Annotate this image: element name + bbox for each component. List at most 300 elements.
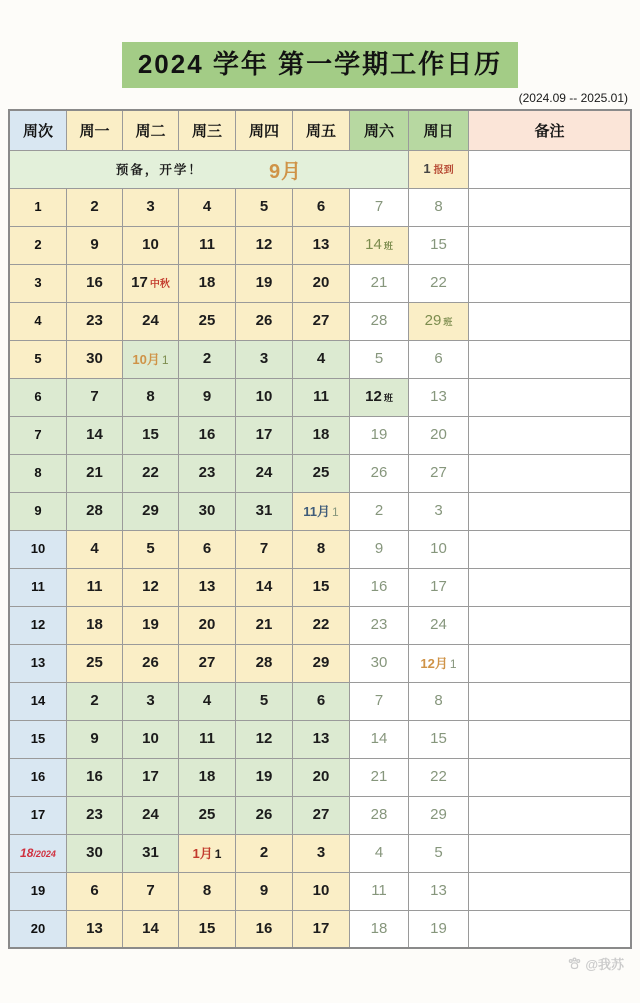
day-number: 18 bbox=[86, 616, 103, 634]
day-cell bbox=[123, 226, 179, 264]
day-cell bbox=[409, 758, 469, 796]
day-number: 5 bbox=[146, 540, 155, 558]
day-cell bbox=[409, 378, 469, 416]
day-cell bbox=[67, 302, 123, 340]
day-cell bbox=[67, 416, 123, 454]
day-cell bbox=[236, 720, 293, 758]
day-number: 13 bbox=[198, 578, 216, 596]
day-cell bbox=[179, 682, 236, 720]
day-number: 14 bbox=[86, 426, 103, 444]
day-number: 14 bbox=[142, 920, 159, 938]
day-number: 11 bbox=[313, 388, 329, 406]
day-cell bbox=[123, 302, 179, 340]
day-number: 22 bbox=[142, 464, 159, 482]
day-cell bbox=[293, 340, 350, 378]
day-number: 4 bbox=[316, 350, 326, 368]
day-cell bbox=[67, 872, 123, 910]
day-cell bbox=[123, 606, 179, 644]
day-number: 13 bbox=[430, 388, 447, 406]
day-cell bbox=[350, 644, 409, 682]
day-number: 27 bbox=[312, 806, 330, 824]
week-number-cell bbox=[9, 188, 67, 226]
day-cell bbox=[409, 530, 469, 568]
day-number: 27 bbox=[312, 312, 330, 330]
day-cell bbox=[293, 302, 350, 340]
day-cell bbox=[350, 530, 409, 568]
day-number: 19 bbox=[255, 768, 273, 786]
day-number: 7 bbox=[374, 692, 384, 710]
week-number-cell bbox=[9, 568, 67, 606]
day-number: 3 bbox=[146, 198, 155, 216]
day-cell bbox=[293, 758, 350, 796]
september-1-registration-cell bbox=[409, 150, 469, 188]
day-cell bbox=[179, 606, 236, 644]
week-number: 12 bbox=[30, 617, 46, 633]
week-number: 4 bbox=[34, 313, 42, 329]
day-cell bbox=[293, 568, 350, 606]
day-cell bbox=[67, 264, 123, 302]
day-number: 29 bbox=[142, 502, 159, 520]
day-cell bbox=[123, 644, 179, 682]
day-number: 9 bbox=[374, 540, 384, 558]
day-cell bbox=[123, 758, 179, 796]
day-cell bbox=[179, 264, 236, 302]
day-cell bbox=[236, 910, 293, 948]
day-number: 27 bbox=[198, 654, 216, 672]
day-cell bbox=[123, 872, 179, 910]
day-cell bbox=[350, 872, 409, 910]
day-number: 15 bbox=[430, 236, 447, 254]
day-number: 17 bbox=[430, 578, 447, 596]
week-number-cell bbox=[9, 492, 67, 530]
remark-cell bbox=[469, 758, 632, 796]
day-number: 25 bbox=[198, 806, 216, 824]
day-number: 17 bbox=[255, 426, 273, 444]
day-number: 2 bbox=[202, 350, 212, 368]
day-number: 28 bbox=[370, 806, 388, 824]
day-number: 16 bbox=[198, 426, 216, 444]
month-start-label: 11月 bbox=[303, 504, 331, 520]
day-cell bbox=[236, 302, 293, 340]
day-number: 18 bbox=[312, 426, 330, 444]
week-number: 3 bbox=[34, 275, 42, 291]
day-cell bbox=[123, 834, 179, 872]
day-number: 17 bbox=[142, 768, 159, 786]
day-number: 9 bbox=[90, 236, 99, 254]
day-cell bbox=[123, 720, 179, 758]
day-number: 3 bbox=[259, 350, 269, 368]
day-cell bbox=[236, 264, 293, 302]
day-cell bbox=[350, 834, 409, 872]
day-number: 6 bbox=[434, 350, 443, 368]
remark-cell bbox=[469, 416, 632, 454]
day-cell bbox=[236, 872, 293, 910]
week-number: 17 bbox=[30, 807, 46, 823]
week-number-cell bbox=[9, 682, 67, 720]
week-row-1 bbox=[9, 188, 631, 226]
day-number: 22 bbox=[430, 274, 447, 292]
day-cell bbox=[236, 606, 293, 644]
day-number: 26 bbox=[255, 806, 273, 824]
day-number: 26 bbox=[142, 654, 159, 672]
day-number: 20 bbox=[312, 274, 330, 292]
day-number: 30 bbox=[86, 350, 103, 368]
day-number: 2 bbox=[90, 692, 99, 710]
registration-note: 报到 bbox=[433, 165, 454, 177]
week-number-cell bbox=[9, 758, 67, 796]
day-cell bbox=[293, 910, 350, 948]
month-start-label: 1月 bbox=[192, 846, 213, 862]
week-number: 19 bbox=[30, 883, 46, 899]
day-cell bbox=[350, 720, 409, 758]
day-cell bbox=[409, 682, 469, 720]
week-number-cell bbox=[9, 796, 67, 834]
day-number: 17 bbox=[312, 920, 330, 938]
week-number-cell bbox=[9, 910, 67, 948]
day-number: 8 bbox=[434, 198, 443, 216]
day-cell bbox=[236, 454, 293, 492]
week-number-cell bbox=[9, 720, 67, 758]
column-header-7: 周六 bbox=[350, 110, 409, 151]
day-cell bbox=[293, 796, 350, 834]
day-cell bbox=[350, 492, 409, 530]
day-cell bbox=[123, 188, 179, 226]
day-number: 12 bbox=[142, 578, 159, 596]
day-cell bbox=[179, 720, 236, 758]
day-cell bbox=[350, 302, 409, 340]
week-row-16 bbox=[9, 758, 631, 796]
day-number: 15 bbox=[198, 920, 216, 938]
september-month-row bbox=[9, 150, 631, 188]
day-cell bbox=[67, 834, 123, 872]
day-number: 15 bbox=[142, 426, 159, 444]
day-cell bbox=[123, 492, 179, 530]
week-row-18 bbox=[9, 834, 631, 872]
day-number: 25 bbox=[198, 312, 216, 330]
day-cell bbox=[293, 492, 350, 530]
day-note: 班 bbox=[383, 393, 393, 404]
day-cell bbox=[179, 530, 236, 568]
day-number: 6 bbox=[316, 692, 326, 710]
remark-cell bbox=[469, 910, 632, 948]
column-header-9: 备注 bbox=[469, 110, 632, 151]
day-number: 8 bbox=[434, 692, 443, 710]
day-cell bbox=[179, 340, 236, 378]
day-cell bbox=[409, 264, 469, 302]
day-cell bbox=[179, 188, 236, 226]
day-cell bbox=[350, 758, 409, 796]
week-number-cell bbox=[9, 834, 67, 872]
day-number: 26 bbox=[370, 464, 388, 482]
day-cell bbox=[179, 492, 236, 530]
day-cell bbox=[123, 530, 179, 568]
day-cell bbox=[67, 530, 123, 568]
day-cell bbox=[236, 758, 293, 796]
remark-cell bbox=[469, 606, 632, 644]
day-number: 20 bbox=[198, 616, 216, 634]
day-cell bbox=[67, 226, 123, 264]
day-number: 23 bbox=[86, 312, 103, 330]
week-number: 1 bbox=[34, 199, 42, 215]
day-number: 2 bbox=[259, 844, 269, 862]
day-cell bbox=[236, 796, 293, 834]
week-row-5 bbox=[9, 340, 631, 378]
day-cell bbox=[293, 416, 350, 454]
date-range: (2024.09 -- 2025.01) bbox=[518, 90, 628, 105]
day-cell bbox=[123, 416, 179, 454]
day-note: 中秋 bbox=[149, 279, 170, 291]
day-number: 19 bbox=[255, 274, 273, 292]
week-number-cell bbox=[9, 340, 67, 378]
day-cell bbox=[409, 416, 469, 454]
day-cell bbox=[67, 720, 123, 758]
day-number: 11 bbox=[199, 236, 215, 254]
remark-cell bbox=[469, 682, 632, 720]
day-cell bbox=[409, 226, 469, 264]
week-row-17 bbox=[9, 796, 631, 834]
week-number-year: /2024 bbox=[33, 849, 56, 860]
day-number: 1 bbox=[449, 657, 457, 672]
week-row-15 bbox=[9, 720, 631, 758]
remark-cell bbox=[469, 796, 632, 834]
month-start-label: 12月 bbox=[420, 656, 448, 672]
week-number-cell bbox=[9, 530, 67, 568]
remark-cell bbox=[469, 454, 632, 492]
remark-cell bbox=[469, 264, 632, 302]
month-start-label: 10月 bbox=[132, 352, 160, 368]
day-cell bbox=[123, 910, 179, 948]
week-number: 18/2024 bbox=[20, 846, 56, 861]
page-title: 2024 学年 第一学期工作日历 bbox=[122, 42, 518, 88]
day-cell bbox=[236, 568, 293, 606]
day-number: 16 bbox=[86, 274, 103, 292]
day-number: 28 bbox=[370, 312, 388, 330]
day-cell bbox=[350, 340, 409, 378]
day-cell bbox=[179, 416, 236, 454]
day-cell bbox=[67, 758, 123, 796]
day-number: 16 bbox=[370, 578, 388, 596]
day-cell bbox=[409, 644, 469, 682]
day-number: 5 bbox=[374, 350, 384, 368]
day-cell bbox=[293, 834, 350, 872]
week-number: 13 bbox=[30, 655, 46, 671]
day-cell bbox=[179, 378, 236, 416]
column-header-1: 周次 bbox=[9, 110, 67, 151]
day-number: 30 bbox=[198, 502, 216, 520]
day-cell bbox=[67, 188, 123, 226]
day-number: 16 bbox=[255, 920, 273, 938]
day-number: 10 bbox=[142, 236, 159, 254]
day-cell bbox=[236, 340, 293, 378]
day-cell bbox=[350, 568, 409, 606]
day-number: 12 bbox=[255, 730, 273, 748]
day-number: 16 bbox=[86, 768, 103, 786]
week-row-2 bbox=[9, 226, 631, 264]
week-row-9 bbox=[9, 492, 631, 530]
day-number: 30 bbox=[86, 844, 103, 862]
day-cell bbox=[293, 226, 350, 264]
day-cell bbox=[67, 910, 123, 948]
day-number: 18 bbox=[198, 768, 216, 786]
day-number: 12 bbox=[255, 236, 273, 254]
day-cell bbox=[179, 758, 236, 796]
day-cell bbox=[293, 188, 350, 226]
week-number: 6 bbox=[34, 389, 42, 405]
day-cell bbox=[409, 454, 469, 492]
day-number: 29 bbox=[312, 654, 330, 672]
day-cell bbox=[409, 568, 469, 606]
column-header-8: 周日 bbox=[409, 110, 469, 151]
day-cell bbox=[67, 568, 123, 606]
day-cell bbox=[293, 644, 350, 682]
day-cell bbox=[350, 910, 409, 948]
september-note: 预备，开学！ bbox=[115, 163, 203, 178]
day-number: 19 bbox=[370, 426, 388, 444]
day-cell bbox=[350, 796, 409, 834]
day-cell bbox=[409, 492, 469, 530]
header-row bbox=[9, 110, 631, 151]
september-month-label: 9月 bbox=[268, 160, 303, 183]
day-number: 20 bbox=[312, 768, 330, 786]
day-number: 22 bbox=[430, 768, 447, 786]
day-cell bbox=[236, 492, 293, 530]
day-cell bbox=[236, 530, 293, 568]
day-number: 13 bbox=[312, 730, 330, 748]
day-cell bbox=[409, 834, 469, 872]
day-cell bbox=[293, 264, 350, 302]
day-number: 4 bbox=[90, 540, 99, 558]
day-note: 班 bbox=[443, 317, 453, 328]
day-number: 4 bbox=[202, 692, 212, 710]
column-header-4: 周三 bbox=[179, 110, 236, 151]
day-number: 14 bbox=[370, 730, 388, 748]
september-banner bbox=[9, 150, 409, 188]
day-number: 7 bbox=[259, 540, 269, 558]
remark-cell bbox=[469, 188, 632, 226]
week-number: 10 bbox=[30, 541, 46, 557]
day-number: 21 bbox=[370, 768, 388, 786]
day-number: 29 bbox=[424, 312, 442, 330]
day-cell bbox=[67, 796, 123, 834]
day-number: 26 bbox=[255, 312, 273, 330]
day-number: 28 bbox=[255, 654, 273, 672]
day-number: 29 bbox=[430, 806, 447, 824]
day-number: 1 bbox=[161, 353, 169, 368]
day-number: 9 bbox=[259, 882, 269, 900]
day-cell bbox=[236, 226, 293, 264]
day-number: 31 bbox=[255, 502, 273, 520]
week-number: 2 bbox=[34, 237, 42, 253]
day-number: 27 bbox=[430, 464, 447, 482]
day-number: 24 bbox=[142, 806, 159, 824]
day-number: 2 bbox=[90, 198, 99, 216]
remark-cell bbox=[469, 568, 632, 606]
day-cell bbox=[123, 454, 179, 492]
day-number: 23 bbox=[198, 464, 216, 482]
day-number: 17 bbox=[131, 274, 148, 292]
day-cell bbox=[123, 378, 179, 416]
day-number: 10 bbox=[142, 730, 159, 748]
day-number: 8 bbox=[316, 540, 326, 558]
day-number: 21 bbox=[370, 274, 388, 292]
day-cell bbox=[67, 492, 123, 530]
day-cell bbox=[350, 264, 409, 302]
day-cell bbox=[179, 910, 236, 948]
day-cell bbox=[350, 226, 409, 264]
week-number-cell bbox=[9, 302, 67, 340]
day-number: 9 bbox=[90, 730, 99, 748]
column-header-3: 周二 bbox=[123, 110, 179, 151]
day-cell bbox=[350, 416, 409, 454]
day-cell bbox=[179, 644, 236, 682]
week-number-cell bbox=[9, 264, 67, 302]
week-number: 9 bbox=[34, 503, 42, 519]
remark-cell bbox=[469, 834, 632, 872]
week-row-3 bbox=[9, 264, 631, 302]
day-number: 6 bbox=[316, 198, 326, 216]
day-number: 19 bbox=[142, 616, 159, 634]
day-number: 18 bbox=[198, 274, 216, 292]
day-cell bbox=[123, 682, 179, 720]
day-number: 19 bbox=[430, 920, 447, 938]
week-number: 16 bbox=[30, 769, 46, 785]
day-cell bbox=[350, 188, 409, 226]
remark-cell bbox=[469, 492, 632, 530]
day-number: 4 bbox=[374, 844, 384, 862]
week-row-19 bbox=[9, 872, 631, 910]
day-number: 3 bbox=[146, 692, 155, 710]
day-cell bbox=[409, 796, 469, 834]
remark-cell bbox=[469, 644, 632, 682]
remark-cell bbox=[469, 150, 632, 188]
day-number: 22 bbox=[312, 616, 330, 634]
day-number: 7 bbox=[146, 882, 155, 900]
remark-cell bbox=[469, 226, 632, 264]
day-number: 10 bbox=[430, 540, 447, 558]
day-number: 1 bbox=[423, 161, 431, 177]
day-number: 2 bbox=[374, 502, 384, 520]
day-cell bbox=[67, 606, 123, 644]
day-cell bbox=[236, 834, 293, 872]
day-number: 13 bbox=[86, 920, 103, 938]
day-cell bbox=[409, 606, 469, 644]
day-number: 15 bbox=[430, 730, 447, 748]
day-number: 24 bbox=[255, 464, 273, 482]
day-number: 21 bbox=[255, 616, 273, 634]
week-row-14 bbox=[9, 682, 631, 720]
day-cell bbox=[350, 454, 409, 492]
remark-cell bbox=[469, 720, 632, 758]
day-number: 1 bbox=[332, 505, 339, 520]
day-number: 9 bbox=[202, 388, 212, 406]
day-number: 25 bbox=[86, 654, 103, 672]
remark-cell bbox=[469, 378, 632, 416]
day-number: 30 bbox=[370, 654, 388, 672]
day-cell bbox=[293, 530, 350, 568]
day-number: 13 bbox=[430, 882, 447, 900]
day-cell bbox=[236, 644, 293, 682]
day-number: 13 bbox=[312, 236, 330, 254]
week-number-cell bbox=[9, 644, 67, 682]
day-number: 24 bbox=[142, 312, 159, 330]
day-number: 11 bbox=[371, 882, 387, 900]
day-cell bbox=[293, 606, 350, 644]
week-number: 5 bbox=[34, 351, 42, 367]
day-cell bbox=[179, 568, 236, 606]
day-cell bbox=[236, 416, 293, 454]
week-number: 14 bbox=[30, 693, 46, 709]
day-cell bbox=[409, 302, 469, 340]
